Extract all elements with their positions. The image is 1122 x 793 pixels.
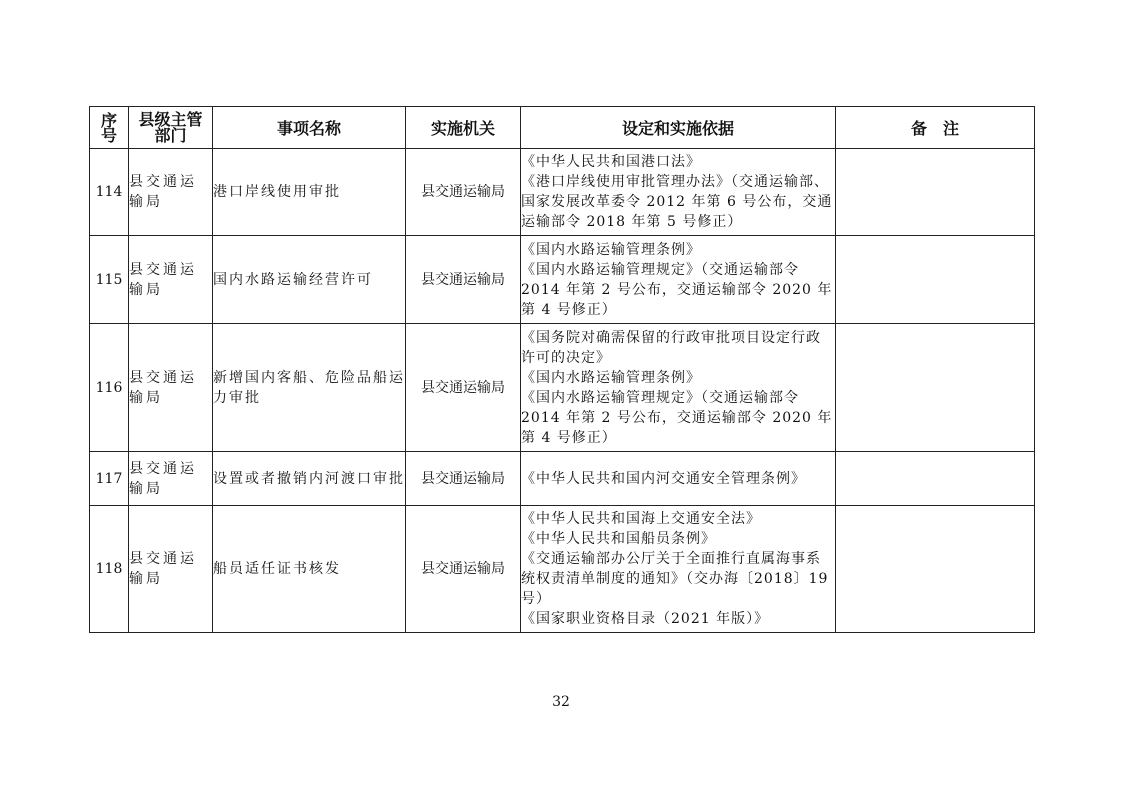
table-row <box>90 506 1035 633</box>
table-row <box>90 149 1035 236</box>
table-row <box>90 236 1035 324</box>
basis-line: 《中华人民共和国船员条例》 <box>521 531 716 547</box>
table-row <box>90 324 1035 452</box>
row-item: 国内水路运输经营许可 <box>213 236 406 324</box>
row-basis <box>521 236 836 324</box>
row-item: 新增国内客船、危险品船运力审批 <box>213 324 406 452</box>
header-org: 实施机关 <box>406 107 521 149</box>
row-basis <box>521 506 836 633</box>
row-seq: 117 <box>90 452 129 506</box>
page-number: 32 <box>552 694 570 710</box>
row-org: 县交通运输局 <box>406 452 521 506</box>
header-seq: 序号 <box>90 107 129 149</box>
basis-line: 《国内水路运输管理条例》 <box>521 369 701 386</box>
header-remark: 备 注 <box>836 107 1035 149</box>
basis-line: 《交通运输部办公厅关于全面推行直属海事系统权责清单制度的通知》（交办海〔2018〕19 号） <box>521 551 829 607</box>
row-remark <box>836 236 1035 324</box>
basis-line: 《国内水路运输管理规定》（交通运输部令 2014 年第 2 号公布，交通运输部令 2020 年第 4 号修正） <box>521 261 833 318</box>
row-item: 船员适任证书核发 <box>213 506 406 633</box>
row-seq: 118 <box>90 506 129 633</box>
basis-line: 《国家职业资格目录（2021 年版）》 <box>521 611 770 627</box>
row-org: 县交通运输局 <box>406 236 521 324</box>
row-org: 县交通运输局 <box>406 149 521 236</box>
permits-table <box>89 106 1035 633</box>
header-dept: 县级主管部门 <box>129 107 213 149</box>
row-remark <box>836 324 1035 452</box>
row-dept: 县交通运输局 <box>129 149 213 236</box>
row-dept: 县交通运输局 <box>129 236 213 324</box>
basis-line: 《中华人民共和国内河交通安全管理条例》 <box>521 470 806 487</box>
basis-line: 《中华人民共和国港口法》 <box>521 154 701 170</box>
table-row <box>90 452 1035 506</box>
basis-line: 《国务院对确需保留的行政审批项目设定行政许可的决定》 <box>521 329 821 366</box>
basis-line: 《国内水路运输管理规定》（交通运输部令 2014 年第 2 号公布，交通运输部令 2020 年第 4 号修正） <box>521 389 833 446</box>
basis-line: 《国内水路运输管理条例》 <box>521 241 701 258</box>
row-basis <box>521 452 836 506</box>
row-remark <box>836 506 1035 633</box>
row-org: 县交通运输局 <box>406 506 521 633</box>
row-basis <box>521 324 836 452</box>
header-item: 事项名称 <box>213 107 406 149</box>
basis-line: 《港口岸线使用审批管理办法》（交通运输部、国家发展改革委令 2012 年第 6 号公布，交通运输部令 2018 年第 5 号修正） <box>521 174 833 230</box>
basis-line: 《中华人民共和国海上交通安全法》 <box>521 511 761 527</box>
row-item: 设置或者撤销内河渡口审批 <box>213 452 406 506</box>
row-dept: 县交通运输局 <box>129 452 213 506</box>
row-remark <box>836 149 1035 236</box>
row-seq: 114 <box>90 149 129 236</box>
row-item: 港口岸线使用审批 <box>213 149 406 236</box>
row-basis <box>521 149 836 236</box>
row-dept: 县交通运输局 <box>129 324 213 452</box>
row-remark <box>836 452 1035 506</box>
row-org: 县交通运输局 <box>406 324 521 452</box>
table-header-row <box>90 107 1035 149</box>
header-basis: 设定和实施依据 <box>521 107 836 149</box>
row-seq: 115 <box>90 236 129 324</box>
row-dept: 县交通运输局 <box>129 506 213 633</box>
row-seq: 116 <box>90 324 129 452</box>
